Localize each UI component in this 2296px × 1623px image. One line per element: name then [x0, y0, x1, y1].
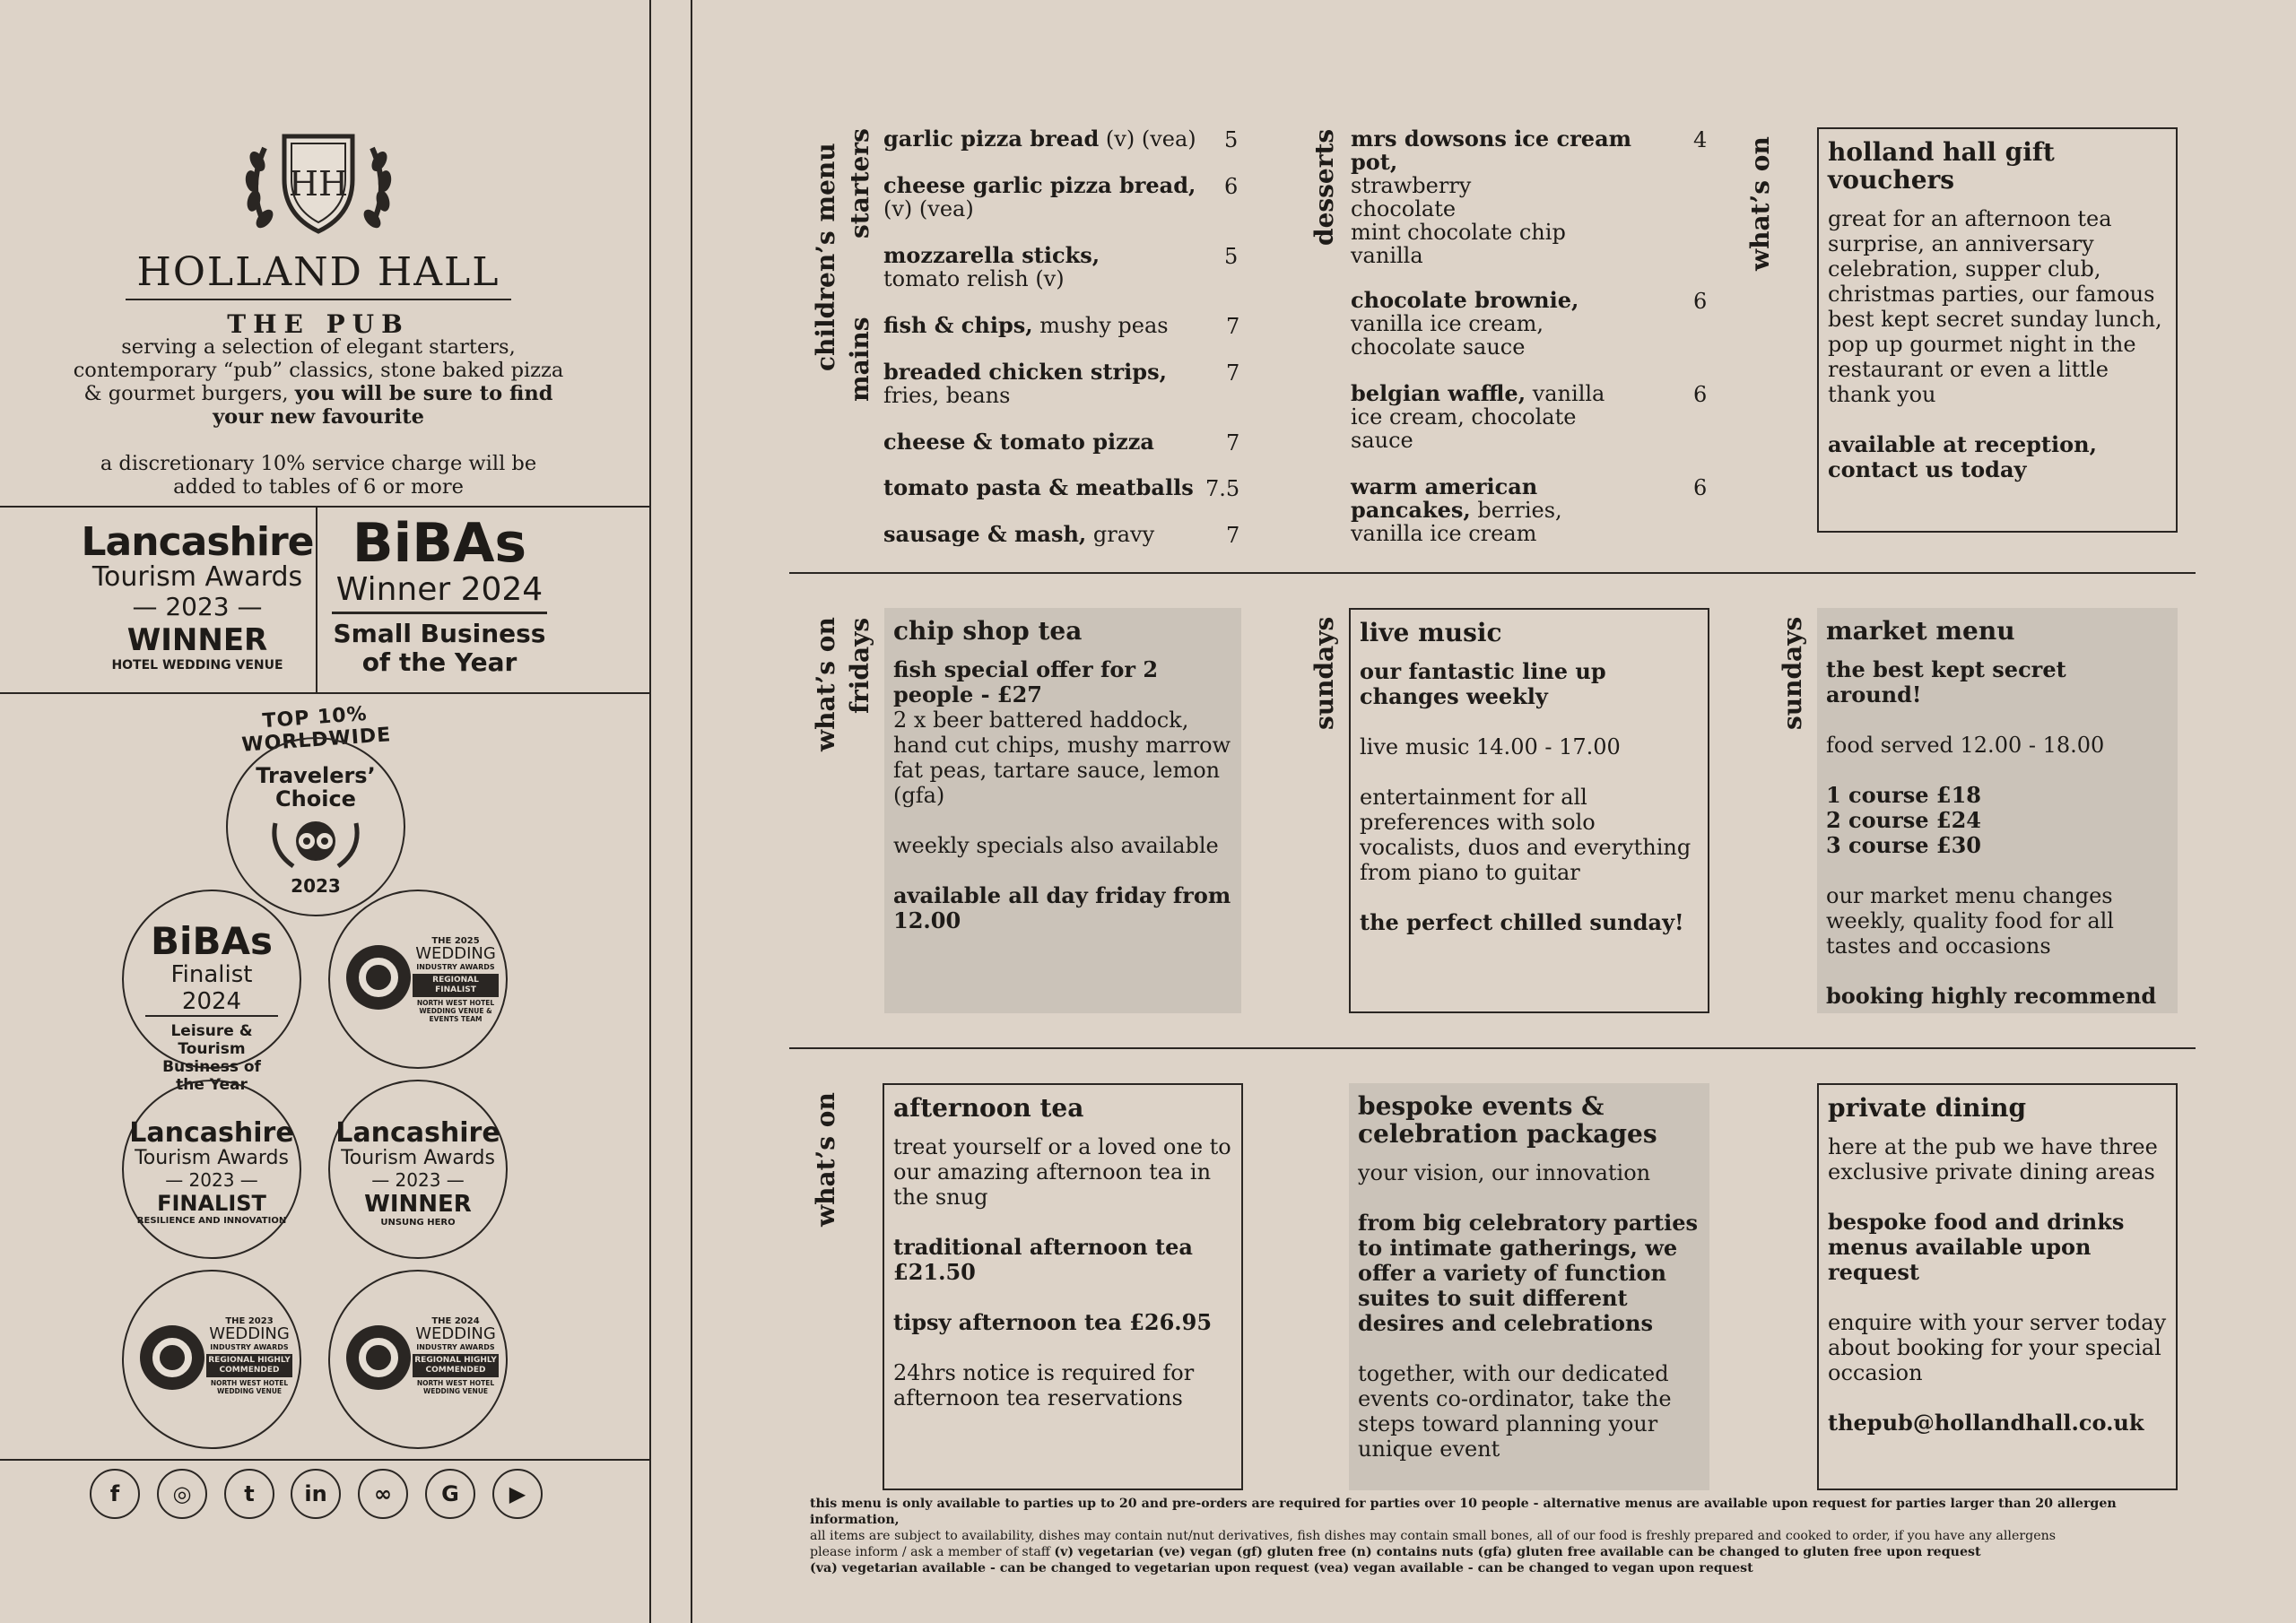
brand-subtitle: THE PUB: [227, 309, 410, 339]
private-dining-box: [1817, 1083, 2178, 1490]
mains-label: mains: [845, 317, 874, 402]
chip-shop-title: chip shop tea: [893, 616, 1083, 646]
market-menu-booking: booking highly recommend: [1826, 983, 2157, 1009]
item-price: 6: [1693, 475, 1708, 500]
brand-name: HOLLAND HALL: [136, 249, 500, 295]
wedding-logo-icon: [346, 1325, 411, 1390]
item-name: fish & chips,: [883, 312, 1033, 338]
badge-wedding23-text: NORTH WEST HOTEL WEDDING VENUE: [210, 1379, 289, 1395]
badge-wedding-top: THE 2025: [431, 936, 480, 946]
menu-item: [883, 360, 1206, 407]
badge-wedding-title: WEDDING: [415, 944, 496, 963]
whats-on-label-row3: what’s on: [811, 1092, 840, 1227]
badge-wedding23-top: THE 2023: [225, 1316, 274, 1326]
market-menu-secret: the best kept secret around!: [1826, 656, 2066, 707]
market-course-3: 3 course £30: [1826, 832, 1982, 858]
left-panel-divider: [649, 0, 651, 1623]
travelers-arc-text: TOP 10% WORLDWIDE: [240, 702, 393, 757]
allergen-footnote: [810, 1496, 2191, 1576]
private-dining-title: private dining: [1828, 1093, 2027, 1123]
travelers-choice-badge: [208, 699, 423, 915]
chip-shop-availability: available all day friday from 12.00: [893, 882, 1231, 933]
badge-lancashire-finalist: Lancashire Tourism Awards — 2023 — FINALIST RESILIENCE AND INNOVATION: [122, 1080, 301, 1259]
item-price: 7: [1226, 360, 1240, 386]
private-dining-email[interactable]: thepub@hollandhall.co.uk: [1828, 1410, 2144, 1436]
item-desc: gravy: [1086, 522, 1155, 547]
item-price: 5: [1224, 244, 1239, 269]
logo: [126, 126, 511, 339]
twitter-icon[interactable]: t: [224, 1469, 274, 1519]
bespoke-events-box: [1349, 1083, 1709, 1490]
item-price: 7: [1226, 523, 1240, 548]
market-menu-served: food served 12.00 - 18.00: [1826, 733, 2105, 758]
badge-wedding-2023: [122, 1270, 301, 1449]
item-price: 6: [1693, 289, 1708, 314]
travelers-line1: Travelers’: [256, 763, 376, 788]
menu-item: [883, 430, 1206, 454]
badge-bibas-title: BiBAs: [151, 919, 273, 963]
item-name: breaded chicken strips,: [883, 359, 1167, 385]
youtube-icon[interactable]: ▶: [492, 1469, 543, 1519]
menu-item: [883, 174, 1206, 221]
menu-item: [883, 127, 1206, 151]
badge-lanc-unsung-subtitle: Tourism Awards: [341, 1147, 495, 1169]
badge-wedding23-label: REGIONAL HIGHLY COMMENDED: [206, 1354, 292, 1377]
footnote-line-4: (va) vegetarian available - can be changed to vegetarian upon request (vea) vegan available - can be changed to vegan upon request: [810, 1561, 1753, 1575]
badge-wedding-2025: [328, 890, 508, 1069]
item-name: mozzarella sticks,: [883, 242, 1100, 268]
badge-bibas-finalist: [122, 890, 301, 1094]
award-lancashire-subtitle: Tourism Awards: [91, 561, 303, 593]
whats-on-label-row2: what’s on: [811, 617, 840, 751]
gift-vouchers-title: holland hall gift vouchers: [1828, 137, 2055, 195]
afternoon-tea-intro: treat yourself or a loved one to our amazing afternoon tea in the snug: [893, 1134, 1231, 1210]
badge-lanc-unsung-year: 2023: [395, 1169, 441, 1191]
chip-shop-desc: 2 x beer battered haddock, hand cut chips, mushy marrow fat peas, tartare sauce, lemon (gfa): [893, 707, 1231, 808]
live-music-title: live music: [1360, 618, 1502, 647]
item-desc: tomato relish (v): [883, 266, 1065, 291]
travelers-year: 2023: [291, 875, 341, 897]
award-lancashire-year: 2023: [165, 592, 230, 621]
item-name: sausage & mash,: [883, 521, 1087, 547]
badge-wedding-2024: [328, 1270, 508, 1449]
gift-vouchers-body: great for an afternoon tea surprise, an anniversary celebration, supper club, christmas parties, our famous best kept secret sunday lunch, pop up gourmet night in the restaurant or even a little thank you: [1828, 206, 2162, 407]
wedding-logo-icon: [140, 1325, 204, 1390]
owl-icon: [266, 814, 365, 872]
badge-lanc-unsung-title: Lancashire: [335, 1117, 500, 1149]
footnote-line-1: this menu is only available to parties up to 20 and pre-orders are required for parties over 10 people - alternative menus are available upon request for parties larger than 20 allergen information,: [810, 1497, 2117, 1527]
item-desc: vanilla ice cream, chocolate sauce: [1351, 311, 1544, 360]
item-price: 7.5: [1205, 476, 1240, 501]
award-lancashire-title: Lancashire: [81, 519, 314, 565]
badge-wedding24-top: THE 2024: [431, 1316, 480, 1326]
menu-item: [883, 476, 1206, 499]
service-charge: a discretionary 10% service charge will be added to tables of 6 or more: [100, 452, 537, 499]
item-desc: berries, vanilla ice cream: [1351, 498, 1562, 546]
live-music-lineup: our fantastic line up changes weekly: [1360, 658, 1606, 709]
menu-item: [883, 244, 1206, 291]
award-divider: [316, 508, 317, 692]
badge-bibas-text: Leisure & Tourism Business of the Year: [162, 1022, 261, 1094]
bespoke-vision: your vision, our innovation: [1358, 1160, 1651, 1185]
market-menu-box: [1817, 608, 2178, 1013]
afternoon-tea-notice: 24hrs notice is required for afternoon tea reservations: [893, 1360, 1195, 1410]
badge-wedding24-text: NORTH WEST HOTEL WEDDING VENUE: [416, 1379, 495, 1395]
live-music-box: [1349, 608, 1709, 1013]
badge-wedding-text: NORTH WEST HOTEL WEDDING VENUE & EVENTS TEAM: [416, 999, 495, 1023]
market-course-2: 2 course £24: [1826, 807, 1982, 833]
item-name: cheese & tomato pizza: [883, 429, 1154, 455]
market-menu-title: market menu: [1826, 616, 2015, 646]
item-desc: vanilla ice cream, chocolate sauce: [1351, 381, 1605, 453]
item-name: belgian waffle,: [1351, 380, 1526, 406]
item-price: 6: [1224, 174, 1239, 199]
afternoon-tea-tipsy: tipsy afternoon tea £26.95: [893, 1309, 1213, 1335]
badge-wedding24-title: WEDDING: [415, 1324, 496, 1343]
item-desc: mushy peas: [1032, 313, 1169, 338]
award-bibas-subtitle: Winner 2024: [332, 572, 547, 614]
badge-wedding23-sub: INDUSTRY AWARDS: [210, 1343, 289, 1351]
footnote-line-3b: (v) vegetarian (ve) vegan (gf) gluten free (n) contains nuts (gfa) gluten free available can be changed to gluten free upon request: [1054, 1545, 1981, 1559]
item-name: warm american pancakes,: [1351, 473, 1538, 523]
item-name: cheese garlic pizza bread,: [883, 172, 1196, 198]
award-lancashire-category: HOTEL WEDDING VENUE: [111, 658, 283, 673]
award-bibas-cat2: of the Year: [361, 647, 517, 677]
afternoon-tea-traditional: traditional afternoon tea £21.50: [893, 1234, 1193, 1285]
badge-wedding23-title: WEDDING: [209, 1324, 290, 1343]
left-rule-bottom: [0, 1459, 649, 1461]
gift-vouchers-box: [1817, 127, 2178, 533]
footnote-line-2: all items are subject to availability, dishes may contain nut/nut derivatives, fish dishes may contain small bones, all of our food is freshly prepared and cooked to order, if you have any allergens: [810, 1529, 2057, 1543]
childrens-menu-label: children’s menu: [811, 143, 840, 371]
item-desc: fries, beans: [883, 383, 1011, 408]
dessert-item: [1351, 475, 1611, 545]
intro-normal: serving a selection of elegant starters, contemporary “pub” classics, stone baked pizza & gourmet burgers,: [73, 335, 564, 405]
intro-text: [63, 335, 574, 499]
left-rule-middle: [0, 692, 649, 694]
badge-lanc-finalist-subtitle: Tourism Awards: [135, 1147, 289, 1169]
dessert-item: [1351, 289, 1629, 359]
item-desc: strawberry chocolate mint chocolate chip vanilla: [1351, 173, 1566, 268]
dessert-item: [1351, 382, 1638, 452]
award-lancashire-result: WINNER: [126, 622, 268, 658]
bespoke-title: bespoke events & celebration packages: [1358, 1091, 1657, 1149]
badge-lanc-finalist-year: 2023: [188, 1169, 235, 1191]
menu-item: [883, 523, 1206, 546]
footnote-line-3a: please inform / ask a member of staff: [810, 1545, 1055, 1559]
intro-bold: you will be sure to find your new favourite: [213, 382, 553, 429]
afternoon-tea-box: [883, 1083, 1243, 1490]
tripadvisor-icon[interactable]: ∞: [358, 1469, 408, 1519]
badge-wedding24-sub: INDUSTRY AWARDS: [416, 1343, 495, 1351]
crest-icon: [238, 126, 399, 242]
bespoke-bold: from big celebratory parties to intimate gatherings, we offer a variety of function suites to suit different desires and celebrations: [1358, 1210, 1699, 1336]
chip-shop-offer: fish special offer for 2 people - £27: [893, 656, 1159, 707]
chip-shop-tea-box: [884, 608, 1241, 1013]
menu-rule-1: [789, 572, 2196, 574]
badge-lanc-unsung-result: WINNER: [364, 1191, 472, 1218]
menu-rule-2: [789, 1047, 2196, 1049]
travelers-line2: Choice: [275, 786, 356, 812]
live-music-time: live music 14.00 - 17.00: [1360, 734, 1621, 759]
item-name: tomato pasta & meatballs: [883, 474, 1194, 500]
award-bibas-winner: [332, 512, 547, 677]
private-dining-enquire: enquire with your server today about booking for your special occasion: [1828, 1310, 2167, 1385]
badge-wedding24-label: REGIONAL HIGHLY COMMENDED: [413, 1354, 499, 1377]
logo-monogram: HH: [288, 164, 349, 204]
starters-label: starters: [845, 128, 874, 239]
item-price: 4: [1693, 127, 1708, 152]
badge-lanc-finalist-title: Lancashire: [129, 1117, 294, 1149]
award-bibas-cat1: Small Business: [333, 619, 546, 648]
market-course-1: 1 course £18: [1826, 782, 1982, 808]
item-price: 7: [1226, 314, 1240, 339]
facebook-icon[interactable]: f: [90, 1469, 140, 1519]
item-price: 5: [1224, 127, 1239, 152]
badge-lanc-finalist-result: FINALIST: [157, 1191, 266, 1216]
badge-wedding-sub: INDUSTRY AWARDS: [416, 963, 495, 971]
item-desc: (v) (vea): [883, 196, 974, 221]
badge-wedding-label: REGIONAL FINALIST: [413, 974, 499, 997]
live-music-desc: entertainment for all preferences with solo vocalists, duos and everything from piano to guitar: [1360, 785, 1692, 885]
badge-lancashire-unsung: Lancashire Tourism Awards — 2023 — WINNER UNSUNG HERO: [328, 1080, 508, 1259]
dessert-item: [1351, 127, 1656, 267]
brand-rule: [126, 299, 511, 300]
item-desc: (v) (vea): [1099, 126, 1196, 152]
live-music-tagline: the perfect chilled sunday!: [1360, 909, 1684, 935]
fridays-label: fridays: [845, 617, 874, 714]
award-lancashire-winner: Lancashire Tourism Awards — 2023 — WINNER HOTEL WEDDING VENUE: [81, 519, 314, 673]
item-name: chocolate brownie,: [1351, 287, 1579, 313]
item-price: 6: [1693, 382, 1708, 407]
award-bibas-title: BiBAs: [352, 512, 527, 575]
badge-bibas-subtitle: Finalist 2024: [145, 961, 278, 1017]
badge-lanc-finalist-text: RESILIENCE AND INNOVATION: [136, 1216, 287, 1226]
private-dining-intro: here at the pub we have three exclusive private dining areas: [1828, 1134, 2158, 1185]
sundays-label-2: sundays: [1778, 616, 1807, 730]
left-margin-divider: [691, 0, 692, 1623]
chip-shop-specials: weekly specials also available: [893, 833, 1219, 858]
left-rule-top: [0, 506, 649, 508]
item-price: 7: [1226, 430, 1240, 456]
market-menu-desc: our market menu changes weekly, quality food for all tastes and occasions: [1826, 883, 2114, 959]
private-dining-bespoke: bespoke food and drinks menus available upon request: [1828, 1209, 2125, 1285]
bespoke-desc: together, with our dedicated events co-ordinator, take the steps toward planning your unique event: [1358, 1361, 1672, 1462]
badge-lanc-unsung-text: UNSUNG HERO: [380, 1218, 456, 1228]
linkedin-icon[interactable]: in: [291, 1469, 341, 1519]
sundays-label-1: sundays: [1309, 616, 1339, 730]
menu-item: [883, 314, 1206, 337]
google-icon[interactable]: G: [425, 1469, 475, 1519]
whats-on-label-top: what’s on: [1745, 136, 1775, 271]
item-name: mrs dowsons ice cream pot,: [1351, 126, 1632, 175]
afternoon-tea-title: afternoon tea: [893, 1093, 1084, 1123]
instagram-icon[interactable]: ◎: [157, 1469, 207, 1519]
item-name: garlic pizza bread: [883, 126, 1100, 152]
gift-vouchers-cta: available at reception, contact us today: [1828, 431, 2097, 482]
wedding-logo-icon: [346, 945, 411, 1010]
desserts-label: desserts: [1309, 128, 1339, 246]
